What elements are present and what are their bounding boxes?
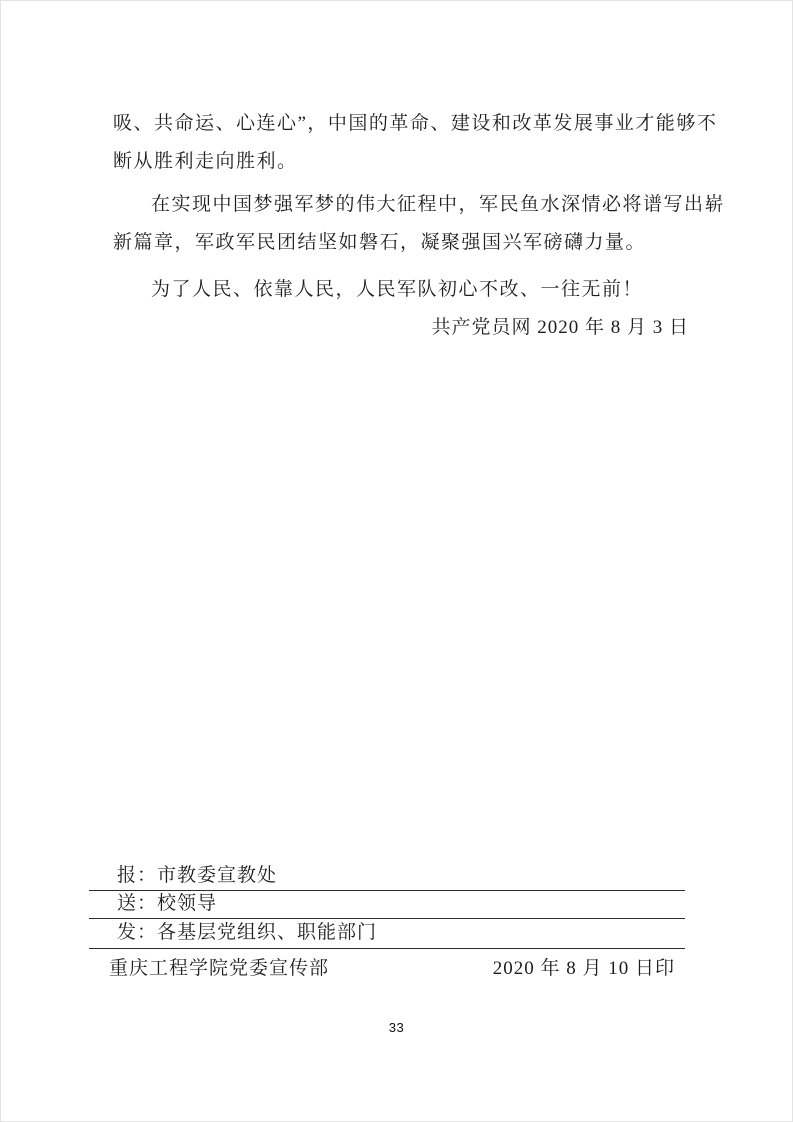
imprint-row	[89, 956, 685, 981]
text-line: 为了人民、依靠人民，人民军队初心不改、一往无前！	[151, 279, 644, 300]
attribution-line: 共产党员网 2020 年 8 月 3 日	[431, 317, 689, 338]
paragraph-1	[113, 105, 718, 181]
text-line: 在实现中国梦强军梦的伟大征程中，军民鱼水深情必将谱写出崭	[151, 194, 726, 215]
distribution-row-report: 报：市教委宣教处	[89, 863, 685, 891]
issuer-name: 重庆工程学院党委宣传部	[109, 958, 330, 979]
text-line: 新篇章，军政军民团结坚如磐石，凝聚强国兴军磅礴力量。	[113, 232, 647, 253]
paragraph-3	[113, 271, 689, 309]
text-line: 断从胜利走向胜利。	[113, 151, 298, 172]
print-date: 2020 年 8 月 10 日印	[492, 958, 675, 979]
body-text	[113, 105, 726, 347]
distribution-row-issue: 发：各基层党组织、职能部门	[89, 919, 685, 949]
paragraph-2	[113, 186, 726, 262]
distribution-block	[89, 863, 685, 981]
text-line: 吸、共命运、心连心”，中国的革命、建设和改革发展事业才能够不	[113, 113, 718, 134]
page-number: 33	[388, 1020, 405, 1035]
distribution-row-send: 送：校领导	[89, 891, 685, 919]
